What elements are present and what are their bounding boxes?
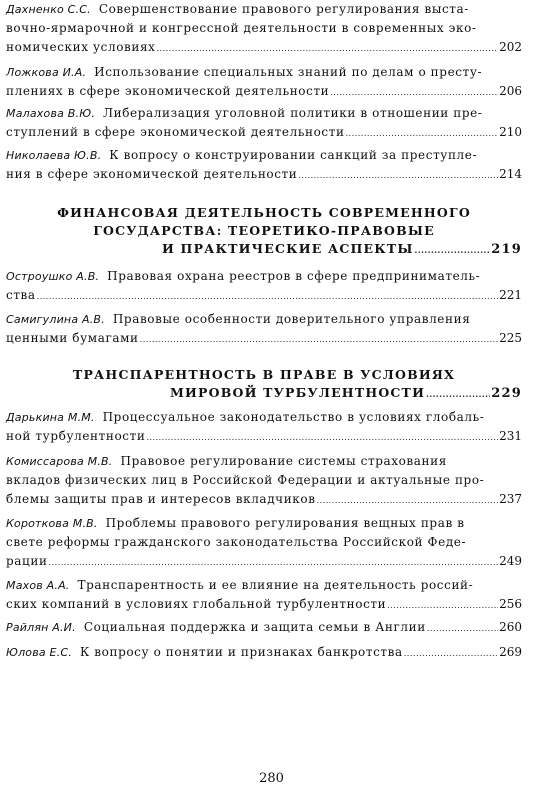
entry-page-number: 225 xyxy=(499,331,522,345)
leader-dots xyxy=(404,643,498,663)
entry-title-line: Правовые особенности доверительного управления xyxy=(112,312,471,326)
entry-author: Малахова В.Ю. xyxy=(6,107,95,120)
leader-dots xyxy=(330,82,498,102)
section-heading-line: МИРОВОЙ ТУРБУЛЕНТНОСТИ xyxy=(170,385,426,400)
leader-dots xyxy=(157,38,499,58)
entry-page-number: 210 xyxy=(499,125,522,139)
leader-dots xyxy=(427,618,498,638)
toc-entry xyxy=(6,267,522,305)
toc-entry xyxy=(6,0,522,57)
leader-dots xyxy=(415,240,491,259)
entry-title-line: Правовая охрана реестров в сфере предприниматель- xyxy=(107,269,481,283)
leader-dots xyxy=(426,384,490,403)
entry-title-last: блемы защиты прав и интересов вкладчиков xyxy=(6,492,316,506)
entry-page-number: 237 xyxy=(499,492,522,506)
entry-page-number: 256 xyxy=(499,597,522,611)
entry-page-number: 214 xyxy=(499,167,522,181)
entry-author: Николаева Ю.В. xyxy=(6,149,102,162)
section-heading-line: ФИНАНСОВАЯ ДЕЯТЕЛЬНОСТЬ СОВРЕМЕННОГО xyxy=(57,205,471,220)
toc-entry xyxy=(6,63,522,101)
entry-title-line: Использование специальных знаний по делам о престу- xyxy=(94,65,483,79)
entry-title-last: ной турбулентности xyxy=(6,429,146,443)
toc-entry xyxy=(6,643,522,662)
entry-title-line: К вопросу о конструировании санкций за преступле- xyxy=(109,148,478,162)
entry-title-line: Совершенствование правового регулирования выста- xyxy=(98,2,469,16)
entry-title-line: свете реформы гражданского законодательства Российской Феде- xyxy=(6,535,467,549)
entry-page-number: 249 xyxy=(499,554,522,568)
toc-entry xyxy=(6,452,522,509)
toc-entry xyxy=(6,310,522,348)
toc-entry xyxy=(6,618,522,637)
entry-author: Остроушко А.В. xyxy=(6,270,100,283)
entry-title-last: ства xyxy=(6,288,36,302)
section-page-number: 219 xyxy=(491,242,522,257)
leader-dots xyxy=(49,552,499,572)
entry-title-line: Проблемы правового регулирования вещных прав в xyxy=(105,516,465,530)
entry-title-line: Процессуальное законодательство в условиях глобаль- xyxy=(102,410,485,424)
leader-dots xyxy=(37,286,498,306)
entry-page-number: 260 xyxy=(499,620,522,634)
entry-page-number: 221 xyxy=(499,288,522,302)
leader-dots xyxy=(346,123,499,143)
entry-author: Короткова М.В. xyxy=(6,517,98,530)
entry-title-line: Либерализация уголовной политики в отношении пре- xyxy=(102,106,483,120)
entry-title-line: вкладов физических лиц в Российской Федерации и актуальные про- xyxy=(6,473,485,487)
entry-page-number: 202 xyxy=(499,40,522,54)
entry-author: Дарькина М.М. xyxy=(6,411,95,424)
toc-entry xyxy=(6,576,522,614)
entry-author: Самигулина А.В. xyxy=(6,313,105,326)
entry-title-line: вочно-ярмарочной и конгрессной деятельности в современных эко- xyxy=(6,21,477,35)
leader-dots xyxy=(387,595,498,615)
leader-dots xyxy=(146,427,498,447)
entry-page-number: 231 xyxy=(499,429,522,443)
entry-title-last: ценными бумагами xyxy=(6,331,139,345)
entry-title-last: К вопросу о понятии и признаках банкротства xyxy=(79,645,403,659)
entry-author: Дахненко С.С. xyxy=(6,3,91,16)
entry-title-last: ния в сфере экономической деятельности xyxy=(6,167,298,181)
entry-author: Райлян А.И. xyxy=(6,621,76,634)
section-heading-line: И ПРАКТИЧЕСКИЕ АСПЕКТЫ xyxy=(162,241,414,256)
section-heading xyxy=(6,366,522,402)
entry-title-last: ских компаний в условиях глобальной турбулентности xyxy=(6,597,387,611)
leader-dots xyxy=(140,329,498,349)
entry-author: Юлова Е.С. xyxy=(6,646,72,659)
section-heading-line: ТРАНСПАРЕНТНОСТЬ В ПРАВЕ В УСЛОВИЯХ xyxy=(72,367,456,382)
entry-author: Комиссарова М.В. xyxy=(6,455,113,468)
section-heading xyxy=(6,204,522,258)
entry-author: Махов А.А. xyxy=(6,579,70,592)
toc-entry xyxy=(6,514,522,571)
entry-title-line: Транспарентность и ее влияние на деятельность россий- xyxy=(77,578,474,592)
entry-author: Ложкова И.А. xyxy=(6,66,87,79)
footer-page-number: 280 xyxy=(259,771,284,786)
entry-title-last: номических условиях xyxy=(6,40,156,54)
entry-page-number: 269 xyxy=(499,645,522,659)
toc-entry xyxy=(6,146,522,184)
leader-dots xyxy=(298,165,498,185)
leader-dots xyxy=(317,490,499,510)
section-page-number: 229 xyxy=(491,386,522,401)
toc-entry xyxy=(6,104,522,142)
entry-page-number: 206 xyxy=(499,84,522,98)
entry-title-line: Правовое регулирование системы страхования xyxy=(120,454,447,468)
toc-entry xyxy=(6,408,522,446)
section-heading-line: ГОСУДАРСТВА: ТЕОРЕТИКО-ПРАВОВЫЕ xyxy=(93,223,435,238)
entry-title-last: Социальная поддержка и защита семьи в Англии xyxy=(83,620,426,634)
toc-page xyxy=(6,0,537,800)
entry-title-last: ступлений в сфере экономической деятельности xyxy=(6,125,345,139)
entry-title-last: плениях в сфере экономической деятельности xyxy=(6,84,330,98)
entry-title-last: рации xyxy=(6,554,48,568)
